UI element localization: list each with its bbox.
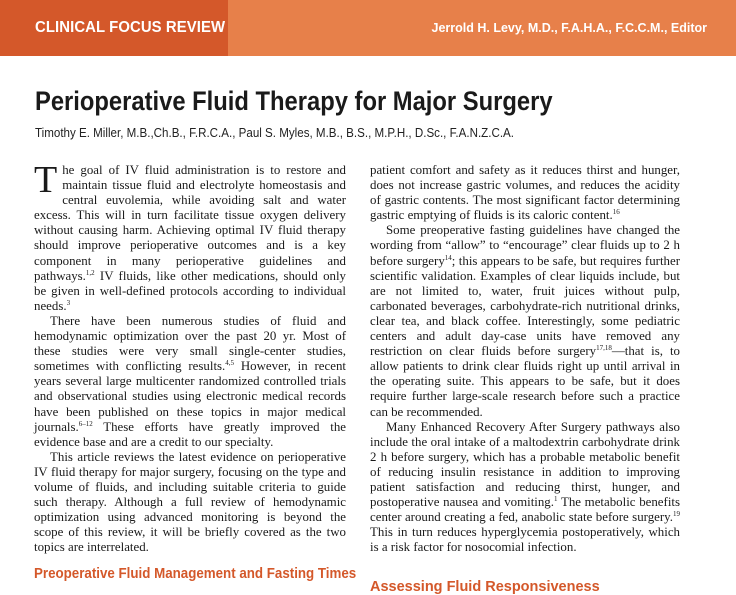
paragraph-text: Many Enhanced Recovery After Surgery pathways also include the oral intake of a maltodextrin carbohydrate drink 2 h before surgery, which has a probable metabolic benefit of reducing insulin resistance in addition to improving patient satisfaction and reducing thirst, hunger, and postoperative nausea and vomiting. xyxy=(370,419,680,510)
paragraph-text: ; this appears to be safe, but requires further scientific validation. Examples of clear liquids include, but are not limited to, water, fruit juices without pulp, carbonated beverages, carbohydrate-rich nutritional drinks, clear tea, and black coffee. Interestingly, some pediatric centers and adult day-case units have removed any restriction on clear fluids before surgery xyxy=(370,253,680,359)
section-tab xyxy=(0,0,228,56)
paragraph-text: There have been numerous studies of fluid and hemodynamic optimization over the past 20 yr. Most of these studies were very small single-center studies, sometimes with conflicting results. xyxy=(34,313,346,374)
section-heading: Assessing Fluid Responsiveness xyxy=(370,579,600,595)
citation: 4,5 xyxy=(225,359,235,368)
paragraph-text: However, in recent years several large multicenter randomized controlled trials and observational studies using electronic medical records have been published on these topics in major medical journals. xyxy=(34,359,346,434)
paragraph-text: Some preoperative fasting guidelines have changed the wording from “allow” to “encourage” clear fluids up to 2 h before surgery xyxy=(370,223,680,268)
paragraph-text: These efforts have greatly improved the evidence base and are a credit to our specialty. xyxy=(34,419,346,449)
paragraph-text: The metabolic benefits center around creating a fed, anabolic state before surgery. xyxy=(370,495,680,525)
citation: 14 xyxy=(444,253,452,262)
paragraph xyxy=(370,223,680,419)
paragraph-text: This article reviews the latest evidence on perioperative IV fluid therapy for major surgery, focusing on the type and volume of fluids, and including suitable criteria to guide such therapy. Although a full review of hemodynamic optimization using advanced monitoring is beyond the scope of this review, it will be briefly covered as the two topics are interrelated. xyxy=(34,449,346,555)
paragraph-text: he goal of IV fluid administration is to restore and maintain tissue fluid and electrolyte homeostasis and central euvolemia, while avoiding salt and water excess. This will in turn facilitate tissue oxygen delivery without causing harm. Achieving optimal IV fluid therapy should improve perioperative outcomes and is a key component in many perioperative guidelines and pathways. xyxy=(34,163,346,283)
paragraph-text: This in turn reduces hyperglycemia postoperatively, which is a risk factor for nosocomial infection. xyxy=(370,525,680,555)
citation: 19 xyxy=(673,510,680,519)
right-column xyxy=(370,163,680,555)
article-title: Perioperative Fluid Therapy for Major Surgery xyxy=(35,86,553,116)
paragraph-text: IV fluids, like other medications, should only be given in well-defined protocols according to individual needs. xyxy=(34,268,346,313)
citation: 1,2 xyxy=(85,268,95,277)
citation: 6–12 xyxy=(78,419,93,428)
paragraph xyxy=(370,420,680,556)
left-column xyxy=(34,159,346,555)
citation: 16 xyxy=(612,208,620,217)
paragraph xyxy=(34,159,346,314)
citation: 3 xyxy=(66,298,71,307)
section-label: CLINICAL FOCUS REVIEW xyxy=(35,19,226,36)
paragraph xyxy=(34,314,346,450)
citation: 1 xyxy=(553,495,558,504)
paragraph-text: —that is, to allow patients to drink clear fluids right up until arrival in the operating suite. This appears to be safe, but it does require further large-scale research before such a practice can be recommended. xyxy=(370,344,681,419)
paragraph xyxy=(370,163,680,223)
section-heading: Preoperative Fluid Management and Fasting Times xyxy=(34,566,357,582)
article-authors: Timothy E. Miller, M.B.,Ch.B., F.R.C.A., Paul S. Myles, M.B., B.S., M.P.H., D.Sc., F.A.N.Z.C.A. xyxy=(35,126,515,140)
paragraph-text: patient comfort and safety as it reduces thirst and hunger, does not increase gastric volumes, and reduces the acidity of gastric contents. The most significant factor determining gastric emptying of fluids is its caloric content. xyxy=(370,163,680,223)
drop-cap: T xyxy=(34,159,58,201)
editor-credit: Jerrold H. Levy, M.D., F.A.H.A., F.C.C.M., Editor xyxy=(431,21,707,35)
paragraph xyxy=(34,450,346,556)
citation: 17,18 xyxy=(596,344,612,353)
header-banner xyxy=(0,0,736,56)
